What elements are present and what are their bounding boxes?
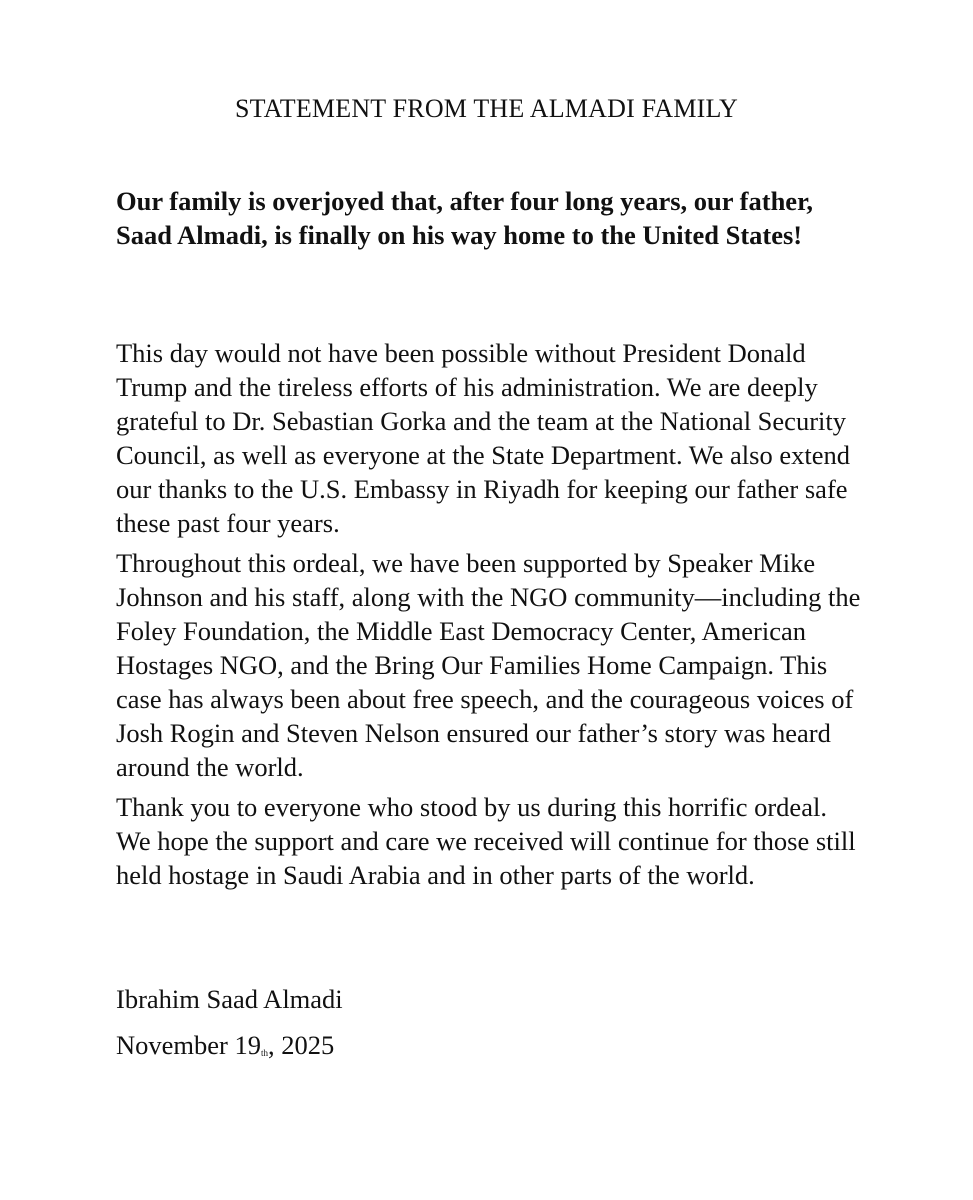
date-ordinal-suffix: th: [260, 1048, 268, 1058]
lead-paragraph: Our family is overjoyed that, after four long years, our father, Saad Almadi, is finally on his way home to the United States!: [116, 186, 814, 250]
date-month-day: November 19: [116, 1030, 261, 1060]
date-year: , 2025: [268, 1030, 335, 1060]
paragraph-thanks-administration: This day would not have been possible without President Donald Trump and the tireless efforts of his administration. We are deeply grateful to Dr. Sebastian Gorka and the team at the National Security Council, as well as everyone at the State Department. We also extend our thanks to the U.S. Embassy in Riyadh for keeping our father safe these past four years.: [116, 338, 850, 538]
signature-name: Ibrahim Saad Almadi: [116, 984, 343, 1014]
statement-title: STATEMENT FROM THE ALMADI FAMILY: [235, 94, 738, 123]
paragraph-supporters: Throughout this ordeal, we have been supported by Speaker Mike Johnson and his staff, along with the NGO community—including the Foley Foundation, the Middle East Democracy Center, American Hostages NGO, and the Bring Our Families Home Campaign. This case has always been about free speech, and the courageous voices of Josh Rogin and Steven Nelson ensured our father’s story was heard around the world.: [116, 548, 861, 782]
paragraph-closing: Thank you to everyone who stood by us during this horrific ordeal. We hope the support and care we received will continue for those still held hostage in Saudi Arabia and in other parts of the world.: [116, 792, 856, 890]
statement-date: [116, 1028, 334, 1062]
